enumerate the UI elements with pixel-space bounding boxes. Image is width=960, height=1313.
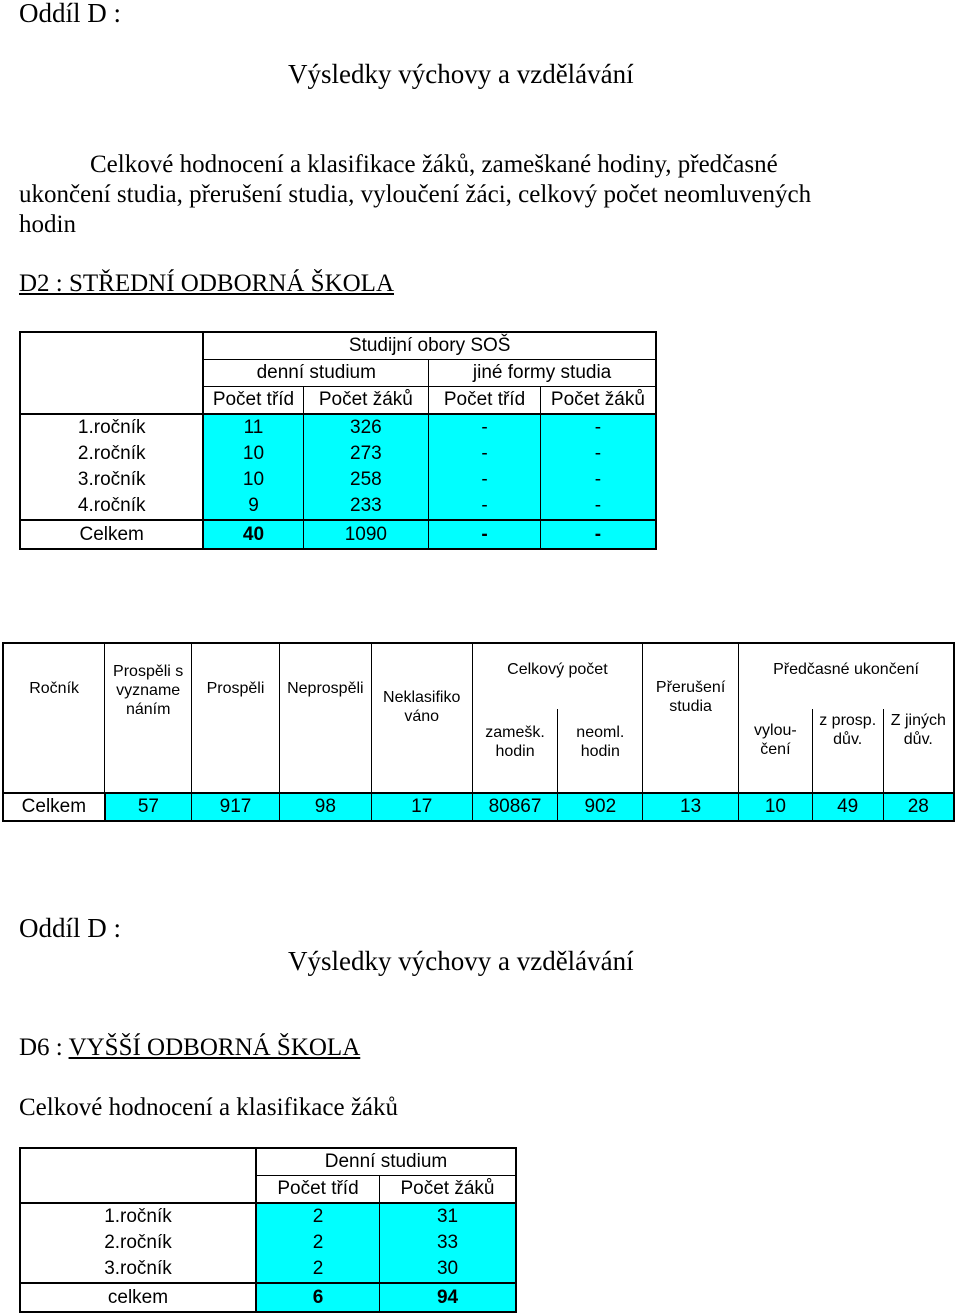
school-name: VYŠŠÍ ODBORNÁ ŠKOLA	[68, 1034, 361, 1061]
cell: 2	[256, 1256, 380, 1283]
total-cell: 28	[883, 793, 954, 821]
vos-class-table	[19, 1147, 517, 1313]
row-label: 1.ročník	[20, 414, 203, 441]
cell: -	[540, 493, 656, 520]
col-other-classes: Počet tříd	[429, 387, 541, 415]
cell: 31	[380, 1203, 516, 1230]
cell: 233	[303, 493, 429, 520]
subtitle-line-3: hodin	[19, 211, 76, 238]
total-cell: 98	[279, 793, 371, 821]
subtitle-2: Celkové hodnocení a klasifikace žáků	[19, 1094, 399, 1121]
row-label: 2.ročník	[20, 1230, 256, 1256]
h-preruseni: Přerušení studia	[643, 643, 739, 793]
row-label: 3.ročník	[20, 467, 203, 493]
group-other: jiné formy studia	[429, 360, 656, 387]
total-cell: 6	[256, 1283, 380, 1312]
cell: 11	[203, 414, 303, 441]
section-label: Oddíl D :	[19, 0, 122, 28]
cell: 33	[380, 1230, 516, 1256]
h-prospeli: Prospěli	[192, 643, 280, 793]
row-label: 3.ročník	[20, 1256, 256, 1283]
table-total-row	[3, 793, 954, 821]
cell: 273	[303, 441, 429, 467]
total-cell: 1090	[303, 520, 429, 549]
h-z-prosp: z prosp. dův.	[812, 709, 883, 793]
cell: -	[429, 441, 541, 467]
total-cell: 40	[203, 520, 303, 549]
total-cell: 17	[371, 793, 472, 821]
cell: 9	[203, 493, 303, 520]
sos-class-table	[19, 331, 657, 550]
total-cell: 94	[380, 1283, 516, 1312]
total-label: Celkem	[20, 520, 203, 549]
h-neprospeli: Neprospěli	[279, 643, 371, 793]
corner-cell	[20, 332, 203, 414]
header-denni: Denní studium	[256, 1148, 516, 1176]
table-row	[20, 1203, 516, 1230]
cell: -	[540, 467, 656, 493]
total-cell: 57	[105, 793, 192, 821]
cell: 10	[203, 441, 303, 467]
cell: 2	[256, 1230, 380, 1256]
total-cell: 80867	[472, 793, 558, 821]
cell: -	[540, 414, 656, 441]
cell: 258	[303, 467, 429, 493]
cell: -	[429, 414, 541, 441]
row-label: 2.ročník	[20, 441, 203, 467]
section-label-2: Oddíl D :	[19, 913, 122, 943]
h-celkovy-pocet: Celkový počet	[472, 643, 643, 709]
cell: -	[429, 467, 541, 493]
total-cell: -	[429, 520, 541, 549]
results-table	[2, 642, 955, 822]
total-label: celkem	[20, 1283, 256, 1312]
corner-cell	[20, 1148, 256, 1203]
table-row	[20, 1256, 516, 1283]
cell: 326	[303, 414, 429, 441]
h-neoml: neoml. hodin	[558, 709, 643, 793]
total-cell: 10	[739, 793, 813, 821]
table-row	[20, 441, 656, 467]
school-label-2	[19, 1034, 360, 1062]
h-z-jinych: Z jiných dův.	[883, 709, 954, 793]
subtitle-line-2: ukončení studia, přerušení studia, vyloučení žáci, celkový počet neomluvených	[19, 181, 812, 208]
row-label: 4.ročník	[20, 493, 203, 520]
col-classes: Počet tříd	[256, 1176, 380, 1204]
cell: -	[540, 441, 656, 467]
table-row	[20, 467, 656, 493]
total-cell: -	[540, 520, 656, 549]
school-label: D2 : STŘEDNÍ ODBORNÁ ŠKOLA	[19, 270, 395, 297]
total-cell: 49	[812, 793, 883, 821]
h-prospeli-vyz: Prospěli s vyzname náním	[105, 643, 192, 793]
h-predcasne: Předčasné ukončení	[739, 643, 955, 709]
col-day-students: Počet žáků	[303, 387, 429, 415]
h-zamesk: zamešk. hodin	[472, 709, 558, 793]
school-prefix: D6 :	[19, 1034, 63, 1061]
table-row	[20, 414, 656, 441]
table-total-row	[20, 1283, 516, 1312]
col-students: Počet žáků	[380, 1176, 516, 1204]
total-label: Celkem	[3, 793, 105, 821]
header-top: Studijní obory SOŠ	[203, 332, 656, 360]
cell: 2	[256, 1203, 380, 1230]
cell: 30	[380, 1256, 516, 1283]
total-cell: 13	[643, 793, 739, 821]
total-cell: 917	[192, 793, 280, 821]
section-title-2: Výsledky výchovy a vzdělávání	[288, 946, 634, 976]
col-other-students: Počet žáků	[540, 387, 656, 415]
cell: -	[429, 493, 541, 520]
col-day-classes: Počet tříd	[203, 387, 303, 415]
group-day: denní studium	[203, 360, 428, 387]
h-rocnik: Ročník	[3, 643, 105, 793]
section-title: Výsledky výchovy a vzdělávání	[288, 59, 634, 89]
table-row	[20, 1230, 516, 1256]
total-cell: 902	[558, 793, 643, 821]
table-total-row	[20, 520, 656, 549]
subtitle-line-1: Celkové hodnocení a klasifikace žáků, zameškané hodiny, předčasné	[90, 151, 778, 178]
row-label: 1.ročník	[20, 1203, 256, 1230]
cell: 10	[203, 467, 303, 493]
h-neklasifikovano: Neklasifiko váno	[371, 643, 472, 793]
table-row	[20, 493, 656, 520]
h-vylouceni: vylou-čení	[739, 709, 813, 793]
